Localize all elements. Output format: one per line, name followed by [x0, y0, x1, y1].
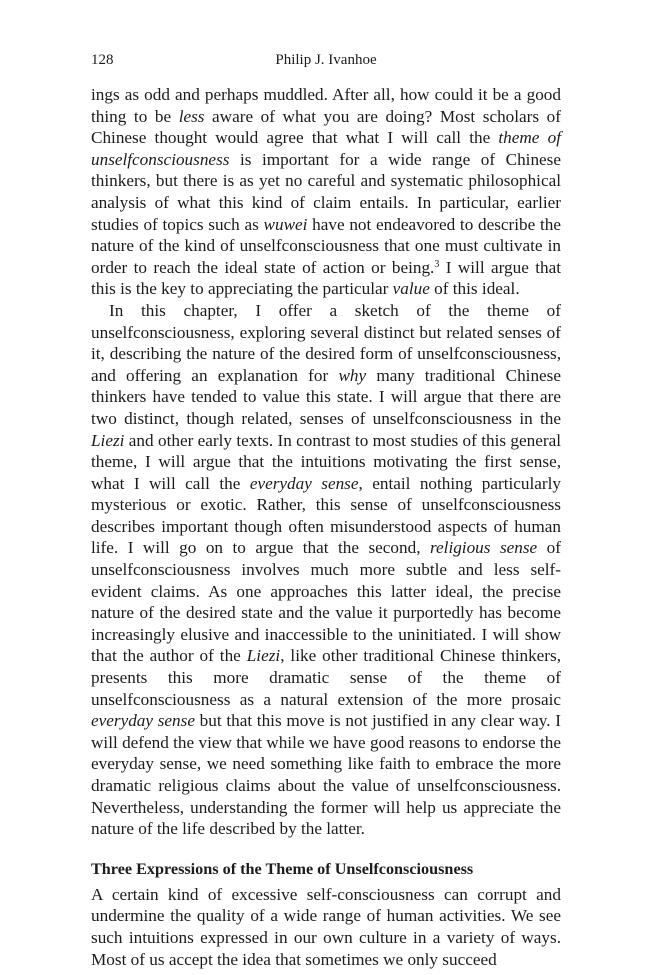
text-run: , entail nothing particularly mysterious or exotic. Rather, this sense of unselfconsciousness describes important though often misunderstood aspects of human life. I will go on to argue that the second,: [91, 473, 561, 558]
paragraph-2: [91, 300, 561, 840]
paragraph-1: [91, 84, 561, 300]
italic-term: everyday sense: [91, 711, 195, 731]
italic-term: Liezi: [246, 646, 281, 666]
text-run: aware of what you are doing? Most scholars of Chinese thought would agree that what I will call the: [91, 106, 561, 148]
text-run: In this chapter, I offer a sketch of the theme of unselfconsciousness, exploring several distinct but related senses of it, describing the nature of the desired form of unselfconsciousness, and offering an explanation for: [91, 300, 561, 385]
text-run: ings as odd and perhaps muddled. After all, how could it be a good thing to be: [91, 85, 561, 126]
text-run: of this ideal.: [429, 279, 520, 299]
section-paragraph: A certain kind of excessive self-consciousness can corrupt and undermine the quality of a wide range of human activities. We see such intuitions expressed in our own culture in a variety of ways. Most of us accept the idea that sometimes we only succeed: [91, 884, 561, 969]
italic-term: theme of unselfconsciousness: [91, 128, 561, 169]
running-head: [91, 52, 561, 74]
running-head-author: Philip J. Ivanhoe: [275, 52, 377, 68]
italic-term: everyday sense: [249, 473, 359, 493]
text-run: of unselfconsciousness involves much more subtle and less self-evident claims. As one approaches this latter ideal, the precise nature of the desired state and the value it purportedly has become increasingly elusive and inaccessible to the uninitiated. I will show that the author of the: [91, 538, 561, 666]
text-run: many traditional Chinese thinkers have tended to value this state. I will argue that there are two distinct, though related, senses of unselfconsciousness in the: [91, 365, 561, 428]
italic-term: less: [178, 106, 205, 126]
text-run: have not endeavored to describe the nature of the kind of unselfconsciousness that one must cultivate in order to reach the ideal state of action or being.: [91, 214, 561, 277]
text-run: but that this move is not justified in any clear way. I will defend the view that while we have good reasons to endorse the everyday sense, we need something like faith to embrace the more dramatic religious claims about the value of unselfconsciousness. Nevertheless, understanding the former will help us appreciate the nature of the life described by the latter.: [91, 711, 561, 839]
text-run: is important for a wide range of Chinese thinkers, but there is as yet no careful and systematic philosophical analysis of what this kind of claim entails. In particular, earlier studies of topics such as: [91, 149, 561, 234]
text-run: , like other traditional Chinese thinkers, presents this more dramatic sense of the theme of unselfconsciousness as a natural extension of the more prosaic: [91, 646, 561, 709]
italic-term: value: [392, 279, 430, 299]
text-run: and other early texts. In contrast to most studies of this general theme, I will argue that the intuitions motivating the first sense, what I will call the: [91, 430, 561, 493]
italic-term: why: [338, 365, 367, 385]
footnote-marker[interactable]: 3: [434, 258, 440, 270]
text-run: I will argue that this is the key to appreciating the particular: [91, 257, 562, 299]
page-number: 128: [91, 52, 114, 68]
italic-term: Liezi: [91, 430, 125, 450]
italic-term: religious sense: [429, 538, 538, 558]
section-heading: Three Expressions of the Theme of Unselfconsciousness: [91, 859, 474, 878]
italic-term: wuwei: [263, 214, 308, 234]
body-text: [91, 84, 561, 970]
